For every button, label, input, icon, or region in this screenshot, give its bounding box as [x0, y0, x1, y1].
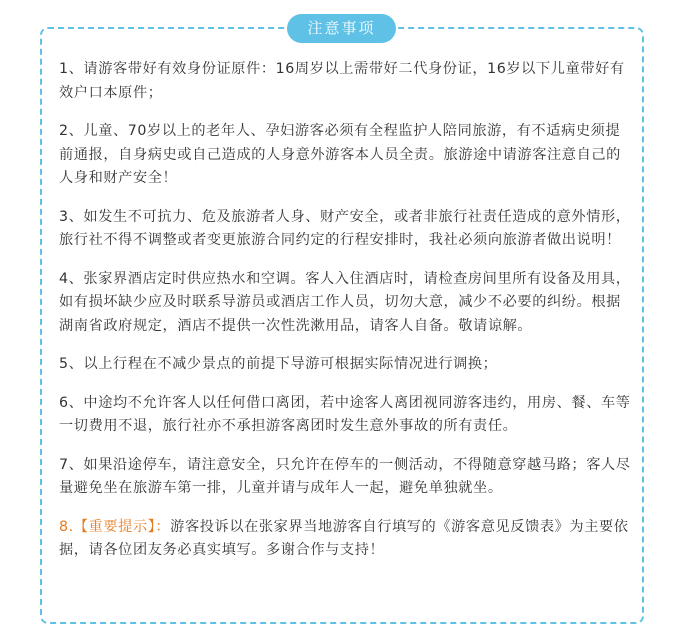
notice-item-6: 6、中途均不允许客人以任何借口离团，若中途客人离团视同游客违约，用房、餐、车等一切费用不退，旅行社亦不承担游客离团时发生意外事故的所有责任。 [59, 394, 631, 434]
notice-content [59, 58, 631, 578]
important-tag: 【重要提示】： [73, 518, 171, 535]
notice-item-1: 1、请游客带好有效身份证原件：16周岁以上需带好二代身份证，16岁以下儿童带好有效户口本原件； [59, 61, 625, 101]
important-prefix: 8. [59, 518, 74, 535]
section-title: 注意事项 [287, 14, 396, 43]
notice-item-8 [59, 516, 631, 563]
notice-item-5: 5、以上行程在不减少景点的前提下导游可根据实际情况进行调换； [59, 356, 498, 372]
notice-item-4: 4、张家界酒店定时供应热水和空调。客人入住酒店时，请检查房间里所有设备及用具，如有损坏缺少应及时联系导游员或酒店工作人员，切勿大意，减少不必要的纠纷。根据湖南省政府规定，酒店不提供一次性洗漱用品，请客人自备。敬请谅解。 [59, 270, 631, 334]
notice-item-2: 2、儿童、70岁以上的老年人、孕妇游客必须有全程监护人陪同旅游，有不适病史须提前通报，自身病史或自己造成的人身意外游客本人员全责。旅游途中请游客注意自己的人身和财产安全！ [59, 123, 621, 186]
important-text: 游客投诉以在张家界当地游客自行填写的《游客意见反馈表》为主要依据，请各位团友务必真实填写。多谢合作与支持！ [59, 518, 629, 558]
notice-item-7: 7、如果沿途停车，请注意安全，只允许在停车的一侧活动，不得随意穿越马路；客人尽量避免坐在旅游车第一排，儿童并请与成年人一起，避免单独就坐。 [59, 456, 631, 496]
notice-item-3: 3、如发生不可抗力、危及旅游者人身、财产安全，或者非旅行社责任造成的意外情形，旅行社不得不调整或者变更旅游合同约定的行程安排时，我社必须向旅游者做出说明！ [59, 208, 631, 248]
